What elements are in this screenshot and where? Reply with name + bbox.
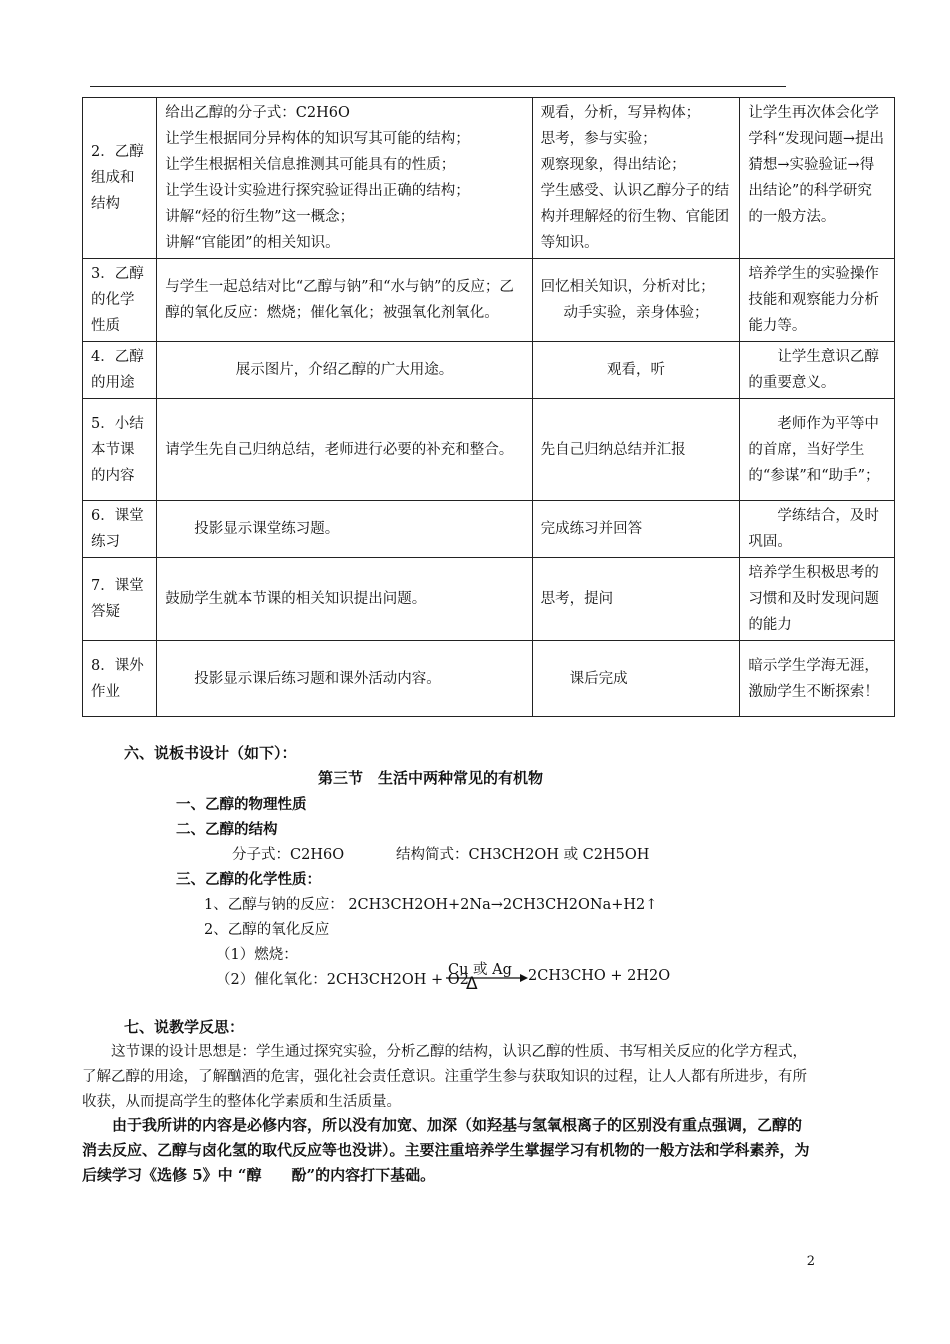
step-cell: 3．乙醇的化学性质 bbox=[83, 259, 157, 342]
board-heading: 六、说板书设计（如下）： bbox=[124, 744, 297, 762]
board-section-3: 三、乙醇的化学性质： bbox=[176, 871, 321, 888]
teacher-cell: 投影显示课堂练习题。 bbox=[157, 501, 532, 558]
student-line: 思考，参与实验； bbox=[540, 131, 657, 147]
reflection-heading: 七、说教学反思： bbox=[124, 1018, 245, 1036]
student-cell bbox=[532, 259, 740, 342]
student-line: 观看，分析，写异构体； bbox=[540, 105, 701, 121]
intent-cell: 让学生意识乙醇的重要意义。 bbox=[740, 342, 895, 399]
student-cell bbox=[532, 98, 740, 259]
step-cell: 4．乙醇的用途 bbox=[83, 342, 157, 399]
table-row bbox=[83, 641, 895, 717]
catalytic-oxidation-left: （2）催化氧化：2CH3CH2OH + O2 bbox=[216, 972, 469, 988]
lesson-table bbox=[82, 97, 895, 717]
student-cell: 课后完成 bbox=[532, 641, 740, 717]
structural-formula: 结构简式：CH3CH2OH 或 C2H5OH bbox=[396, 847, 650, 863]
reaction-oxidation: 2、乙醇的氧化反应 bbox=[204, 922, 330, 938]
teacher-line: 讲解“官能团”的相关知识。 bbox=[165, 235, 340, 251]
teacher-line: 让学生设计实验进行探究验证得出正确的结构； bbox=[165, 183, 470, 199]
board-section-1: 一、乙醇的物理性质 bbox=[176, 796, 307, 813]
page-number: 2 bbox=[806, 1254, 815, 1269]
intent-cell: 让学生再次体会化学学科“发现问题→提出猜想→实验验证→得出结论”的科学研究的一般方法。 bbox=[740, 98, 895, 259]
table-row bbox=[83, 98, 895, 259]
teacher-cell: 鼓励学生就本节课的相关知识提出问题。 bbox=[157, 558, 532, 641]
student-cell: 思考，提问 bbox=[532, 558, 740, 641]
molecular-formula: 分子式：C2H6O bbox=[232, 847, 345, 863]
table-row bbox=[83, 342, 895, 399]
student-line: 动手实验，亲身体验； bbox=[563, 305, 709, 321]
catalyst-label: Cu 或 Ag bbox=[448, 962, 512, 978]
teacher-cell: 与学生一起总结对比“乙醇与钠”和“水与钠”的反应；乙醇的氧化反应：燃烧；催化氧化；被强氧化剂氧化。 bbox=[157, 259, 532, 342]
teacher-cell: 请学生先自己归纳总结，老师进行必要的补充和整合。 bbox=[157, 399, 532, 501]
reaction-arrow bbox=[444, 958, 528, 992]
reflection-paragraph-1: 这节课的设计思想是：学生通过探究实验，分析乙醇的结构，认识乙醇的性质、书写相关反应的化学方程式，了解乙醇的用途，了解酗酒的危害，强化社会责任意识。注重学生参与获取知识的过程，让人人都有所进步，有所收获，从而提高学生的整体化学素质和生活质量。 bbox=[82, 1044, 807, 1110]
student-line: 回忆相关知识，分析对比； bbox=[540, 279, 715, 295]
intent-cell: 培养学生的实验操作技能和观察能力分析能力等。 bbox=[740, 259, 895, 342]
reflection-paragraph-2: 由于我所讲的内容是必修内容，所以没有加宽、加深（如羟基与氢氧根离子的区别没有重点强调，乙醇的消去反应、乙醇与卤化氢的取代反应等也没讲）。主要注重培养学生掌握学习有机物的一般方法和学科素养，为后续学习《选修 5》中 “醇 酚”的内容打下基础。 bbox=[82, 1116, 810, 1184]
teacher-cell: 投影显示课后练习题和课外活动内容。 bbox=[157, 641, 532, 717]
step-cell: 6．课堂练习 bbox=[83, 501, 157, 558]
heat-symbol: Δ bbox=[466, 974, 478, 994]
table-row bbox=[83, 501, 895, 558]
teacher-line: 讲解“烃的衍生物”这一概念； bbox=[165, 209, 355, 225]
step-cell: 7．课堂答疑 bbox=[83, 558, 157, 641]
arrow-icon bbox=[444, 958, 528, 992]
student-cell: 观看，听 bbox=[532, 342, 740, 399]
step-cell: 2．乙醇组成和结构 bbox=[83, 98, 157, 259]
catalytic-oxidation-right: 2CH3CHO + 2H2O bbox=[528, 968, 671, 984]
teacher-line: 给出乙醇的分子式：C2H6O bbox=[165, 105, 350, 121]
reaction-sodium: 1、乙醇与钠的反应： 2CH3CH2OH+2Na→2CH3CH2ONa+H2↑ bbox=[204, 897, 658, 913]
step-cell: 5．小结本节课的内容 bbox=[83, 399, 157, 501]
board-title: 第三节 生活中两种常见的有机物 bbox=[318, 769, 544, 787]
teacher-cell bbox=[157, 98, 532, 259]
header-rule bbox=[90, 86, 786, 87]
intent-cell: 培养学生积极思考的习惯和及时发现问题的能力 bbox=[740, 558, 895, 641]
table-row bbox=[83, 399, 895, 501]
step-cell: 8．课外作业 bbox=[83, 641, 157, 717]
student-cell: 先自己归纳总结并汇报 bbox=[532, 399, 740, 501]
teacher-line: 让学生根据相关信息推测其可能具有的性质； bbox=[165, 157, 456, 173]
table-row bbox=[83, 558, 895, 641]
combustion-label: （1）燃烧： bbox=[216, 947, 298, 963]
intent-cell: 老师作为平等中的首席，当好学生的“参谋”和“助手”； bbox=[740, 399, 895, 501]
table-row bbox=[83, 259, 895, 342]
teacher-cell: 展示图片，介绍乙醇的广大用途。 bbox=[157, 342, 532, 399]
board-section-2: 二、乙醇的结构 bbox=[176, 821, 278, 838]
student-line: 学生感受、认识乙醇分子的结构并理解烃的衍生物、官能团等知识。 bbox=[540, 183, 730, 251]
student-cell: 完成练习并回答 bbox=[532, 501, 740, 558]
teacher-line: 让学生根据同分异构体的知识写其可能的结构； bbox=[165, 131, 470, 147]
student-line: 观察现象，得出结论； bbox=[540, 157, 686, 173]
intent-cell: 学练结合，及时巩固。 bbox=[740, 501, 895, 558]
intent-cell: 暗示学生学海无涯，激励学生不断探索！ bbox=[740, 641, 895, 717]
